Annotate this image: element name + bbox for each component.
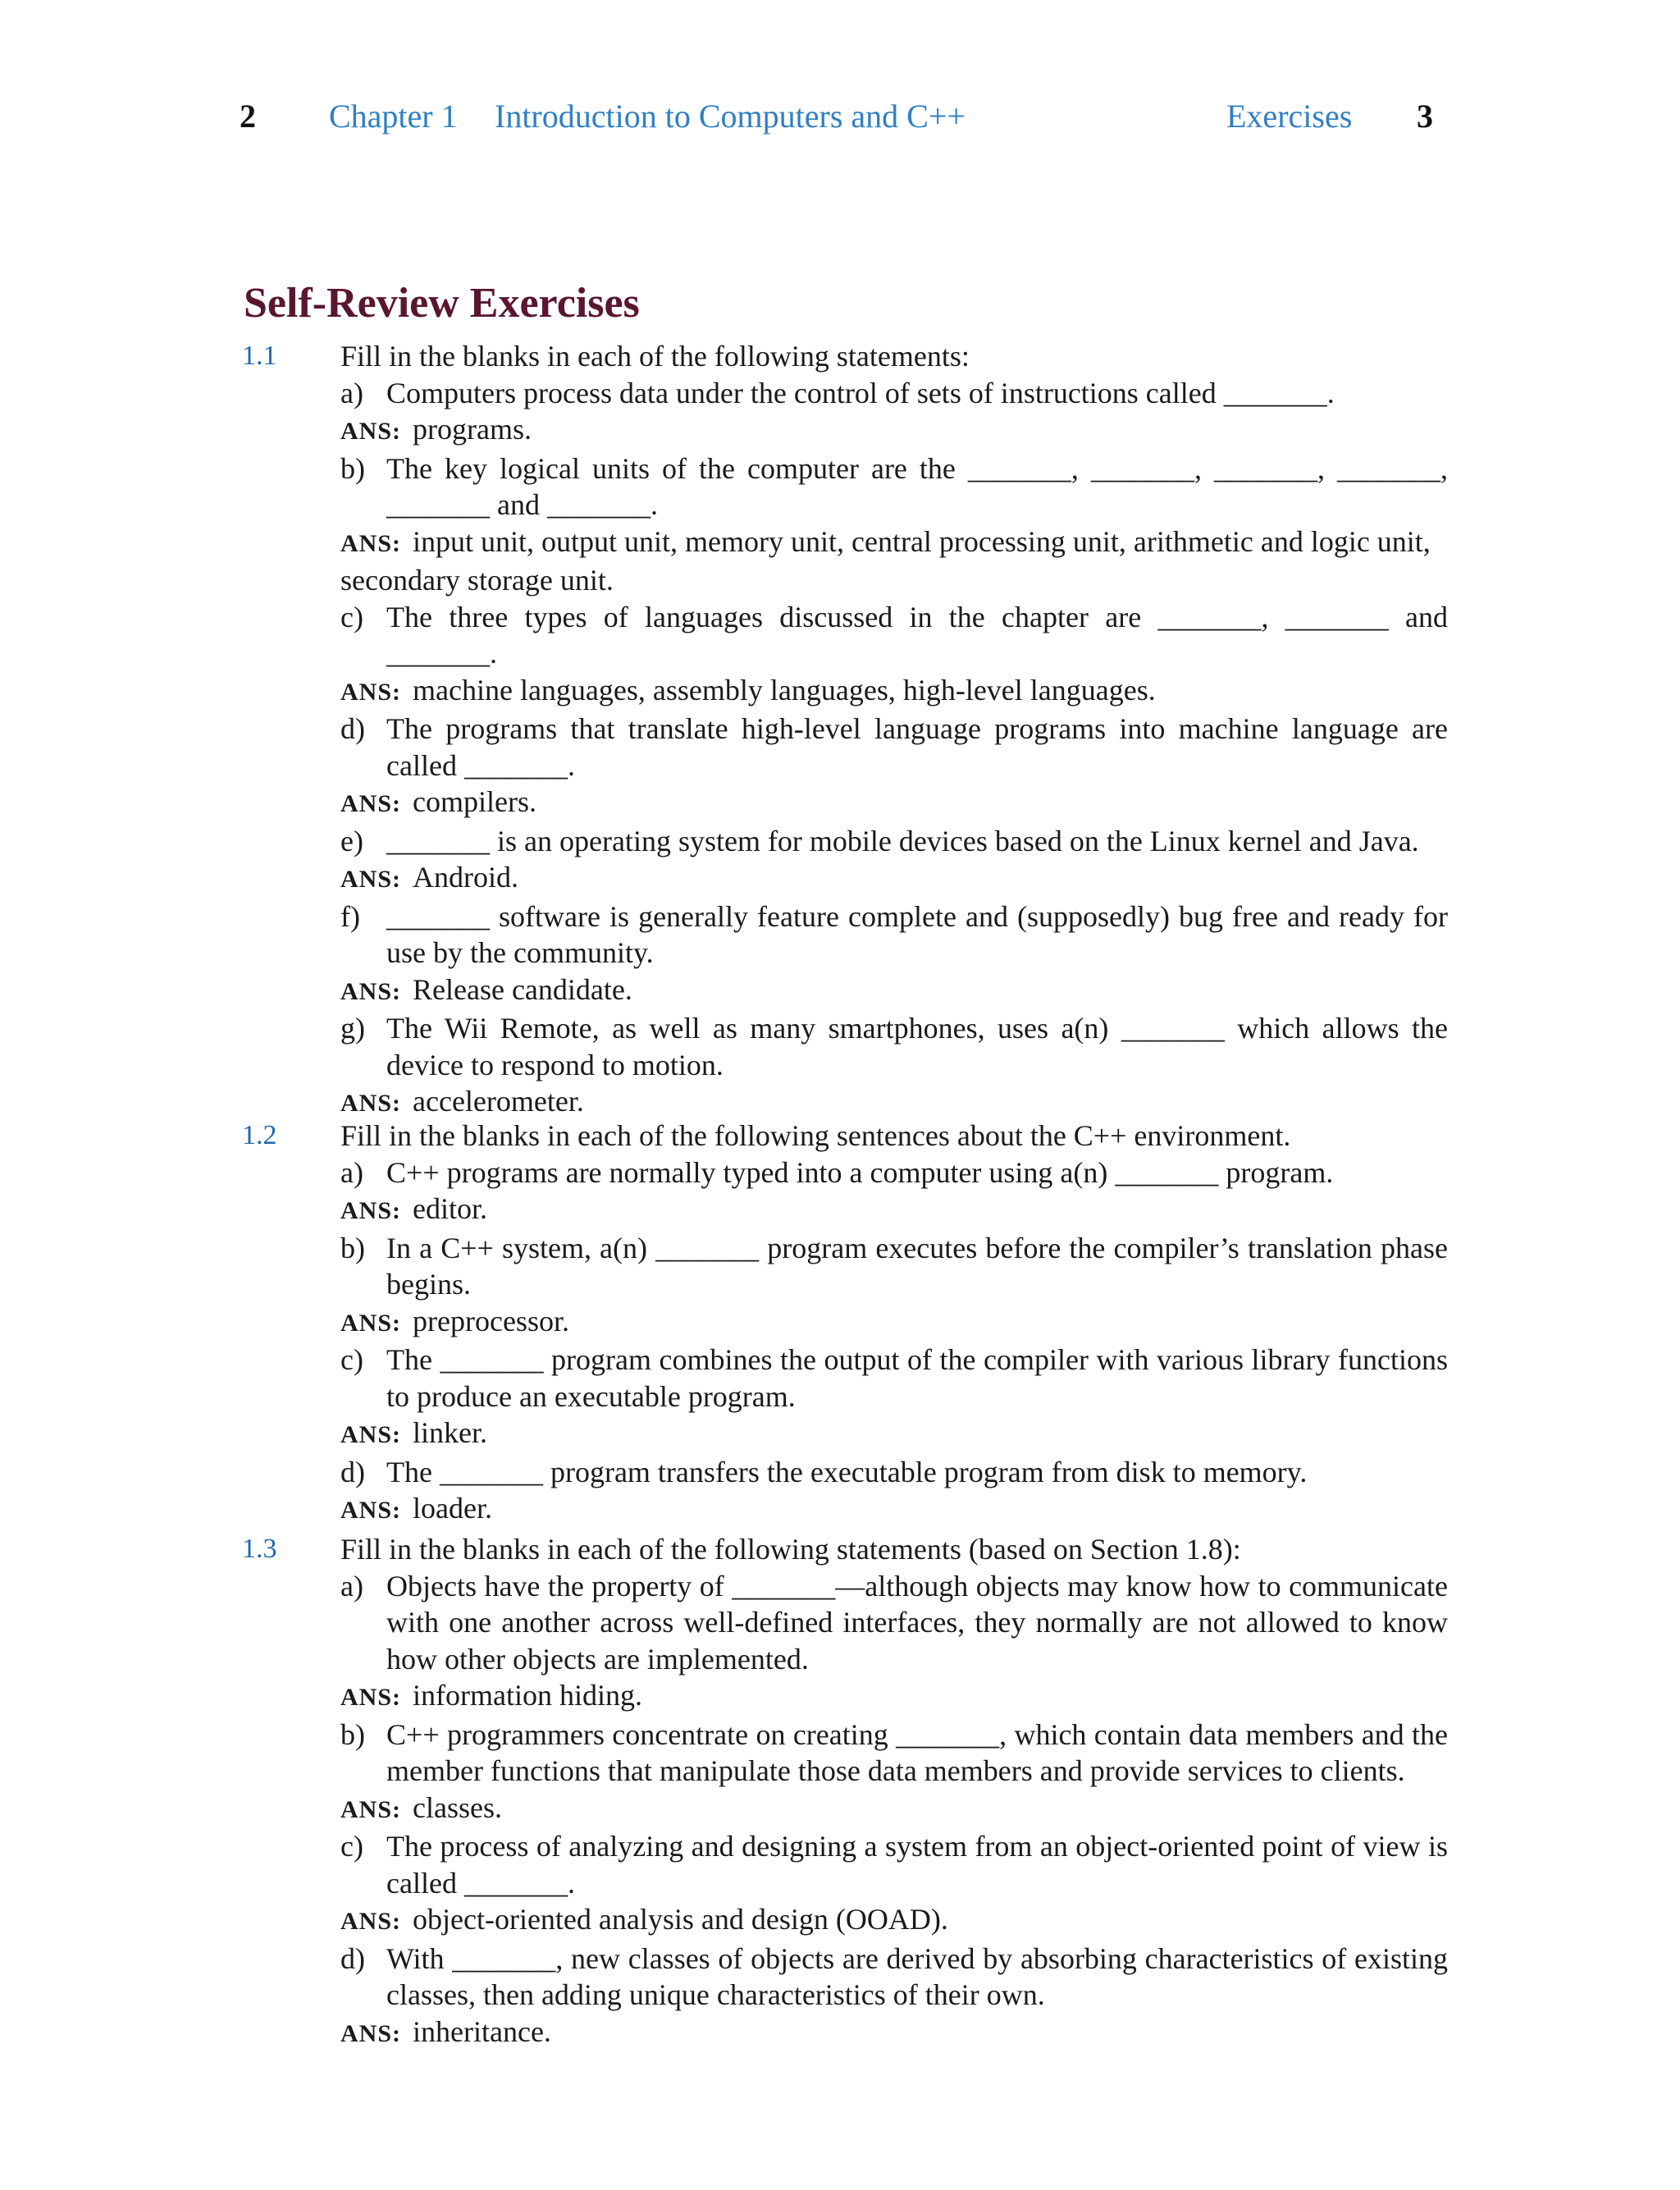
running-header: [0, 97, 1680, 146]
chapter-title: Introduction to Computers and C++: [495, 98, 966, 135]
answer: [340, 523, 1448, 599]
answer-label: ANS:: [340, 1421, 402, 1448]
exercise-number: 1.2: [242, 1120, 277, 1150]
answer-text: machine languages, assembly languages, high-level languages.: [413, 673, 1156, 706]
question-item: [340, 1154, 1448, 1191]
question-item: [340, 898, 1448, 972]
exercise-prompt: Fill in the blanks in each of the following statements (based on Section 1.8):: [340, 1533, 1241, 1566]
item-text: With _______, new classes of objects are derived by absorbing characteristics of existing classes, then adding unique characteristics of their own.: [386, 1941, 1448, 2011]
answer-label: ANS:: [340, 1908, 402, 1935]
answer-text: classes.: [413, 1790, 502, 1824]
answer-label: ANS:: [340, 1497, 402, 1524]
answer-label: ANS:: [340, 1795, 402, 1823]
question-item: [340, 823, 1448, 860]
answer-label: ANS:: [340, 790, 402, 817]
section-title: Self-Review Exercises: [244, 280, 640, 327]
item-text: C++ programmers concentrate on creating _______, which contain data members and the member functions that manipulate those data members and provide services to clients.: [386, 1717, 1448, 1787]
question-item: [340, 1342, 1448, 1415]
answer: [340, 972, 1448, 1011]
item-text: Computers process data under the control of sets of instructions called _______.: [386, 376, 1335, 409]
item-text: The _______ program transfers the executable program from disk to memory.: [386, 1455, 1308, 1488]
item-text: The three types of languages discussed in the chapter are _______, _______ and _______.: [386, 600, 1448, 670]
answer: [340, 411, 1448, 450]
answer: [340, 859, 1448, 898]
answer-label: ANS:: [340, 418, 402, 445]
answer-text: input unit, output unit, memory unit, central processing unit, arithmetic and logic unit, secondary storage unit.: [340, 524, 1431, 597]
answer-label: ANS:: [340, 2019, 402, 2047]
answer: [340, 2014, 1448, 2053]
item-label: b): [340, 1717, 365, 1751]
question-item: [340, 1941, 1448, 2014]
chapter-label: Chapter 1: [329, 98, 458, 135]
answer-text: linker.: [413, 1416, 487, 1449]
exercise-number: 1.3: [242, 1534, 277, 1564]
answer-label: ANS:: [340, 1197, 402, 1224]
answer: [340, 1303, 1448, 1342]
exercise-prompt: Fill in the blanks in each of the following statements:: [340, 340, 970, 373]
exercise-prompt: Fill in the blanks in each of the following sentences about the C++ environment.: [340, 1119, 1291, 1152]
exercise-body: [340, 1118, 1448, 1529]
question-item: [340, 375, 1448, 412]
answer-label: ANS:: [340, 977, 402, 1005]
answer-label: ANS:: [340, 529, 402, 557]
answer-label: ANS:: [340, 678, 402, 706]
answer-text: compilers.: [413, 785, 536, 818]
item-label: c): [340, 1830, 363, 1863]
answer: [340, 1677, 1448, 1717]
exercise-body: [340, 1531, 1448, 2052]
answer-label: ANS:: [340, 1090, 402, 1117]
answer-text: accelerometer.: [413, 1085, 584, 1118]
answer: [340, 1191, 1448, 1230]
question-item: [340, 1010, 1448, 1083]
item-text: _______ software is generally feature complete and (supposedly) bug free and ready for use by the community.: [386, 899, 1448, 969]
answer: [340, 1083, 1448, 1122]
answer-text: preprocessor.: [413, 1304, 569, 1337]
answer: [340, 1490, 1448, 1529]
item-label: c): [340, 1343, 363, 1376]
answer-label: ANS:: [340, 866, 402, 893]
answer-text: Android.: [413, 861, 519, 894]
answer-text: editor.: [413, 1192, 487, 1225]
item-text: The programs that translate high-level language programs into machine language are called _______.: [386, 712, 1448, 782]
item-label: g): [340, 1012, 365, 1045]
exercise-number: 1.1: [242, 341, 277, 371]
question-item: [340, 1454, 1448, 1491]
answer-label: ANS:: [340, 1309, 402, 1337]
answer: [340, 1901, 1448, 1941]
answer-text: information hiding.: [413, 1679, 642, 1712]
question-item: [340, 1717, 1448, 1790]
question-item: [340, 599, 1448, 672]
section-name: Exercises: [1226, 98, 1353, 135]
item-label: a): [340, 1569, 363, 1602]
item-text: In a C++ system, a(n) _______ program executes before the compiler’s translation phase begins.: [386, 1231, 1448, 1301]
answer-label: ANS:: [340, 1684, 402, 1711]
question-item: [340, 711, 1448, 784]
question-item: [340, 450, 1448, 523]
item-label: c): [340, 600, 363, 633]
answer: [340, 672, 1448, 711]
item-text: The _______ program combines the output of the compiler with various library functions to produce an executable program.: [386, 1343, 1448, 1413]
item-label: d): [340, 1455, 365, 1488]
answer-text: programs.: [413, 413, 532, 446]
item-label: e): [340, 824, 363, 857]
item-text: The Wii Remote, as well as many smartphones, uses a(n) _______ which allows the device to respond to motion.: [386, 1012, 1448, 1081]
question-item: [340, 1230, 1448, 1303]
answer-text: Release candidate.: [413, 972, 632, 1006]
left-page-number: 2: [240, 98, 256, 135]
item-text: _______ is an operating system for mobile devices based on the Linux kernel and Java.: [386, 824, 1419, 857]
item-label: f): [340, 899, 360, 933]
item-label: a): [340, 1155, 363, 1189]
answer: [340, 784, 1448, 823]
question-item: [340, 1568, 1448, 1678]
item-text: The key logical units of the computer are the _______, _______, _______, _______, _______ and _______.: [386, 451, 1448, 521]
item-text: The process of analyzing and designing a system from an object-oriented point of view is called _______.: [386, 1830, 1448, 1900]
item-label: b): [340, 451, 365, 485]
answer-text: inheritance.: [413, 2014, 551, 2048]
right-page-number: 3: [1417, 98, 1433, 135]
item-label: b): [340, 1231, 365, 1264]
answer-text: object-oriented analysis and design (OOAD).: [413, 1903, 948, 1936]
item-label: d): [340, 712, 365, 745]
answer: [340, 1790, 1448, 1829]
exercise-body: [340, 338, 1448, 1122]
answer-text: loader.: [413, 1492, 492, 1525]
answer: [340, 1415, 1448, 1454]
item-label: d): [340, 1941, 365, 1975]
question-item: [340, 1828, 1448, 1901]
item-label: a): [340, 376, 363, 409]
item-text: Objects have the property of _______—although objects may know how to communicate with one another across well-defined interfaces, they normally are not allowed to know how other objects are implemented.: [386, 1569, 1448, 1676]
item-text: C++ programs are normally typed into a computer using a(n) _______ program.: [386, 1155, 1334, 1189]
